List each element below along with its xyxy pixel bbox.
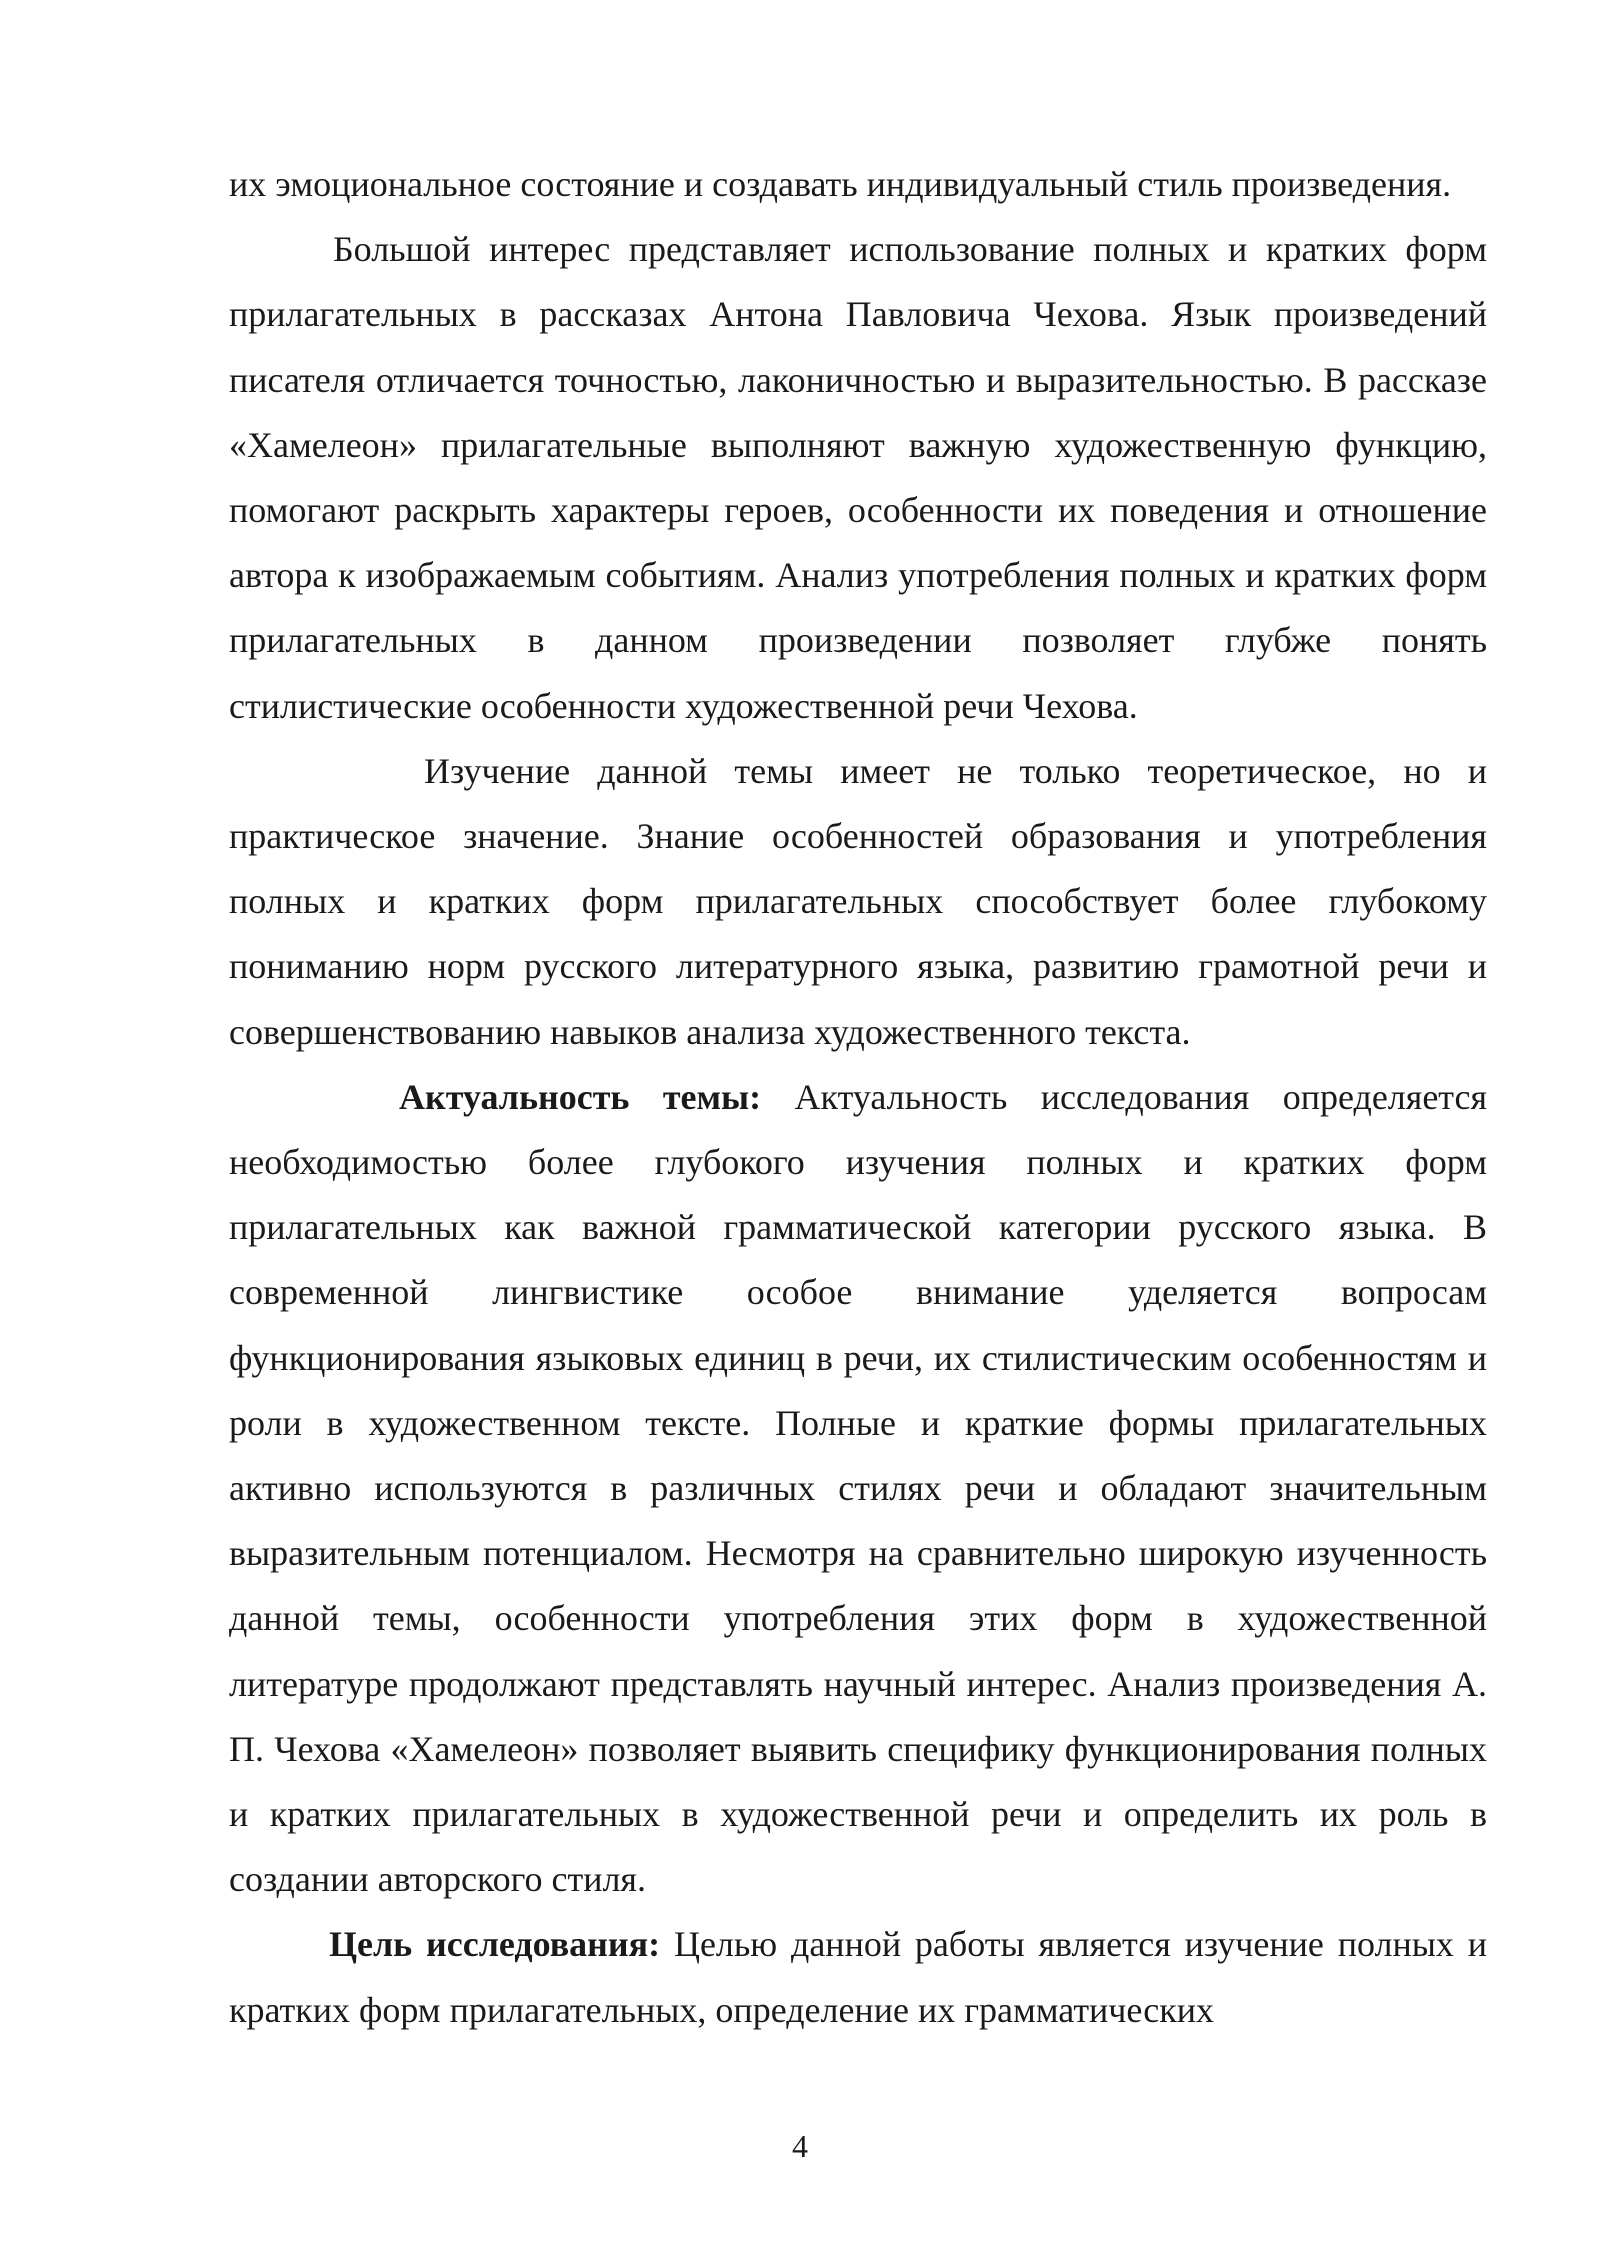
paragraph-chekhov-interest: Большой интерес представляет использование полных и кратких форм прилагательных в рассказах Антона Павловича Чехова. Язык произведений писателя отличается точностью, лаконичностью и выразительностью. В рассказе «Хамелеон» прилагательные выполняют важную художественную функцию, помогают раскрыть характеры героев, особенности их поведения и отношение автора к изображаемым событиям. Анализ употребления полных и кратких форм прилагательных в данном произведении позволяет глубже понять стилистические особенности художественной речи Чехова. xyxy=(229,229,1487,726)
paragraph-continuation: их эмоциональное состояние и создавать индивидуальный стиль произведения. xyxy=(229,164,1452,204)
goal-heading: Цель исследования: xyxy=(329,1924,661,1965)
paragraph-practical-significance: Изучение данной темы имеет не только теоретическое, но и практическое значение. Знание особенностей образования и употребления полных и кратких форм прилагательных способствует более глубокому пониманию норм русского литературного языка, развитию грамотной речи и совершенствованию навыков анализа художественного текста. xyxy=(229,750,1487,1052)
relevance-heading: Актуальность темы: xyxy=(399,1076,762,1117)
body-text xyxy=(229,152,1487,2043)
page-number: 4 xyxy=(792,2128,808,2164)
paragraph-research-goal xyxy=(229,1912,1487,2042)
goal-text: Целью данной работы является изучение полных и кратких форм прилагательных, определение их грамматических xyxy=(229,1924,1487,2030)
relevance-text: Актуальность исследования определяется необходимостью более глубокого изучения полных и кратких форм прилагательных как важной грамматической категории русского языка. В современной лингвистике особое внимание уделяется вопросам функционирования языковых единиц в речи, их стилистическим особенностям и роли в художественном тексте. Полные и краткие формы прилагательных активно используются в различных стилях речи и обладают значительным выразительным потенциалом. Несмотря на сравнительно широкую изученность данной темы, особенности употребления этих форм в художественной литературе продолжают представлять научный интерес. Анализ произведения А. П. Чехова «Хамелеон» позволяет выявить специфику функционирования полных и кратких прилагательных в художественной речи и определить их роль в создании авторского стиля. xyxy=(229,1076,1488,1900)
paragraph-relevance xyxy=(229,1065,1487,1913)
